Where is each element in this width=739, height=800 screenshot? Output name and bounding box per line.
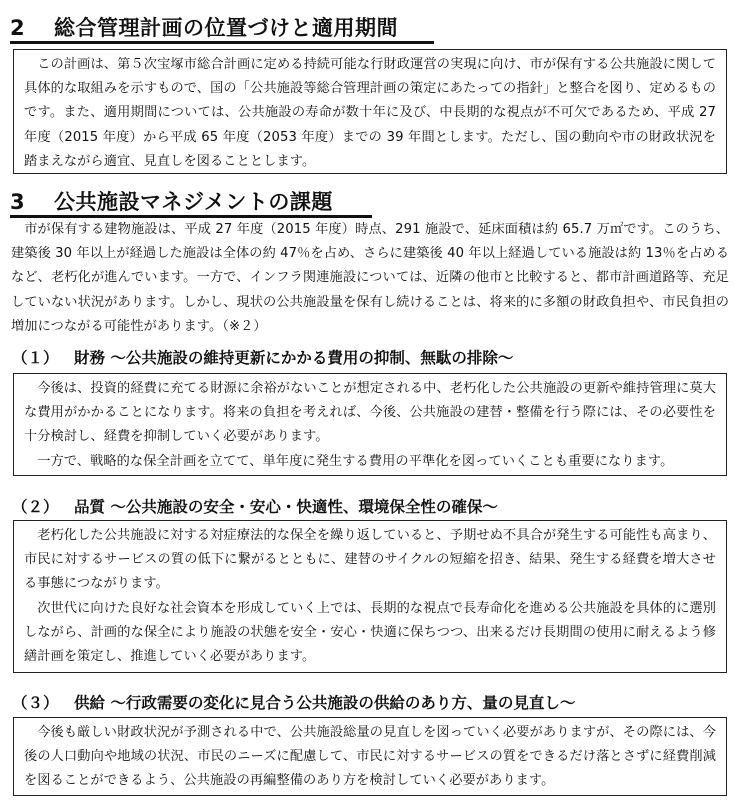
subsection-2-paragraph-2: 次世代に向けた良好な社会資本を形成していく上では、長期的な視点で長寿命化を進める公共施設を具体的に選別しながら、計画的な保全により施設の状態を安全・安心・快適に保ちつつ、出来るだけ長期間の使用に耐えるよう修繕計画を策定し、推進していく必要があります。 — [24, 600, 716, 665]
subsection-1-number: （１） — [12, 349, 59, 367]
subsection-3-box — [13, 717, 727, 796]
section-2-body: この計画は、第５次宝塚市総合計画に定める持続可能な行財政運営の実現に向け、市が保有する公共施設に関して具体的な取組みを示すもので、国の「公共施設等総合管理計画の策定にあたっての指針」と整合を図り、定めるものです。また、適用期間については、公共施設の寿命が数十年に及び、中長期的な視点が不可欠であるため、平成 27 年度（2015 年度）から平成 65 年度（2053 年度）までの 39 年間とします。ただし、国の動向や市の財政状況を踏まえながら適宜、見直しを図ることとします。 — [24, 57, 716, 169]
section-3-title: 公共施設マネジメントの課題 — [54, 190, 333, 214]
subsection-3-title: 供給 ～行政需要の変化に見合う公共施設の供給のあり方、量の見直し～ — [74, 694, 576, 712]
subsection-1-paragraph-2: 一方で、戦略的な保全計画を立てて、単年度に発生する費用の平準化を図っていくことも重要になります。 — [37, 453, 674, 469]
section-2-title: 総合管理計画の位置づけと適用期間 — [54, 16, 398, 40]
subsection-2-box — [13, 520, 727, 673]
subsection-2-paragraph-1: 老朽化した公共施設に対する対症療法的な保全を繰り返していると、予期せぬ不具合が発生する可能性も高まり、市民に対するサービスの質の低下に繋がるとともに、建替のサイクルの短縮を招き、結果、発生する経費を増大させる事態につながります。 — [24, 528, 716, 592]
section-2-underline — [10, 41, 434, 44]
subsection-2-number: （２） — [12, 498, 59, 516]
section-2-number: 2 — [10, 16, 26, 40]
subsection-1-box — [13, 373, 727, 476]
subsection-2-heading — [12, 496, 498, 518]
subsection-2-title: 品質 ～公共施設の安全・安心・快適性、環境保全性の確保～ — [74, 498, 498, 516]
section-2-box — [13, 49, 727, 174]
subsection-1-title: 財務 ～公共施設の維持更新にかかる費用の抑制、無駄の排除～ — [74, 349, 514, 367]
subsection-1-heading — [12, 347, 513, 369]
section-3-text-block — [11, 218, 729, 339]
section-2-heading — [10, 14, 434, 42]
section-3-heading — [10, 188, 372, 216]
section-3-body: 市が保有する建物施設は、平成 27 年度（2015 年度）時点、291 施設で、延床面積は約 65.7 万㎡です。このうち、建築後 30 年以上が経過した施設は全体の約 47％を占め、さらに建築後 40 年以上経過している施設は約 13％を占めるなど、老朽化が進んでいます。一方で、インフラ関連施設については、近隣の他市と比較すると、都市計画道路等、充足していない状況があります。しかし、現状の公共施設量を保有し続けることは、将来的に多額の財政負担や、市民負担の増加につながる可能性があります。（※２） — [11, 222, 729, 334]
subsection-3-paragraph-1: 今後も厳しい財政状況が予測される中で、公共施設総量の見直しを図っていく必要がありますが、その際には、今後の人口動向や地域の状況、市民のニーズに配慮して、市民に対するサービスの質をできるだけ落とさずに経費削減を図ることができるよう、公共施設の再編整備のあり方を検討していく必要があります。 — [24, 725, 716, 789]
section-3-number: 3 — [10, 190, 26, 214]
subsection-3-number: （３） — [12, 694, 59, 712]
subsection-1-paragraph-1: 今後は、投資的経費に充てる財源に余裕がないことが想定される中、老朽化した公共施設の更新や維持管理に莫大な費用がかかることになります。将来の負担を考えれば、今後、公共施設の建替・整備を行う際には、その必要性を十分検討し、経費を抑制していく必要があります。 — [24, 381, 716, 445]
subsection-3-heading — [12, 692, 575, 714]
